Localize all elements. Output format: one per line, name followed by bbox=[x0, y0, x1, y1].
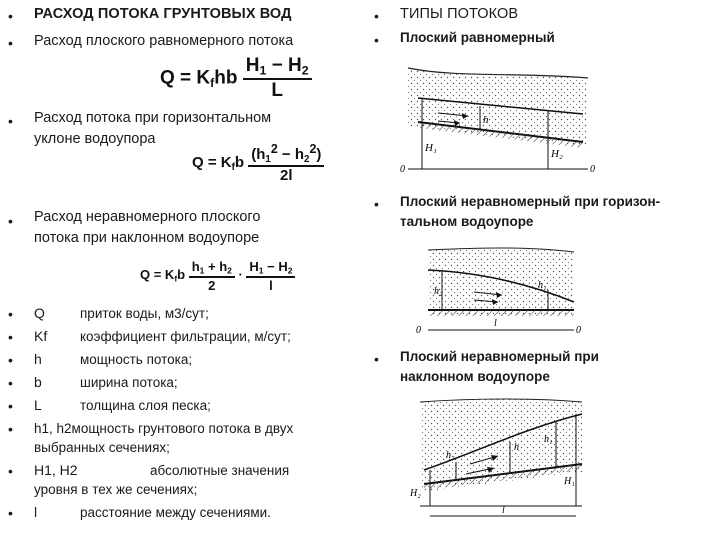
svg-text:H₁: H₁ bbox=[425, 142, 437, 154]
left-heading: РАСХОД ПОТОКА ГРУНТОВЫХ ВОД bbox=[34, 6, 292, 22]
definition-row bbox=[8, 304, 358, 327]
def-text: мощность потока; bbox=[80, 352, 193, 367]
def-text: коэффициент фильтрации, м/сут; bbox=[80, 329, 291, 344]
def-text: ширина потока; bbox=[80, 375, 178, 390]
definitions-list bbox=[8, 304, 358, 526]
item-sloped: Расход неравномерного плоского потока при наклонном водоупоре bbox=[34, 209, 261, 246]
horizontal-flow-diagram bbox=[414, 240, 584, 340]
bullet: • bbox=[8, 375, 13, 391]
bullet: • bbox=[8, 113, 13, 129]
def-text: толщина слоя песка; bbox=[80, 398, 211, 413]
def-symbol: H1, H2 bbox=[34, 462, 78, 478]
svg-text:h₂: h₂ bbox=[446, 450, 455, 461]
definition-row bbox=[8, 327, 358, 350]
def-symbol: L bbox=[34, 397, 42, 413]
svg-text:H₁: H₁ bbox=[564, 476, 575, 487]
def-text: расстояние между сечениями. bbox=[80, 505, 271, 520]
definition-row bbox=[8, 461, 358, 503]
bullet: • bbox=[8, 505, 13, 521]
def-symbol: b bbox=[34, 374, 42, 390]
def-symbol: l bbox=[34, 504, 38, 520]
uniform-flow-diagram bbox=[398, 58, 600, 178]
svg-text:h₁: h₁ bbox=[544, 434, 553, 445]
type-uniform-label: Плоский равномерный bbox=[400, 30, 555, 45]
bullet: • bbox=[8, 329, 13, 345]
bullet: • bbox=[374, 196, 379, 212]
bullet: • bbox=[8, 8, 13, 24]
def-symbol: Kf bbox=[34, 328, 48, 344]
bullet: • bbox=[374, 8, 379, 24]
svg-text:l: l bbox=[502, 505, 505, 516]
type-horizontal-label: Плоский неравномерный при горизон- тальном водоупоре bbox=[400, 194, 661, 229]
svg-text:h: h bbox=[483, 114, 489, 126]
item-horizontal: Расход потока при горизонтальном уклоне водоупора bbox=[34, 110, 272, 147]
def-text: уровня в тех же сечениях; bbox=[34, 482, 198, 497]
bullet: • bbox=[8, 398, 13, 414]
definition-row bbox=[8, 419, 358, 461]
type-sloped-label: Плоский неравномерный при наклонном водоупоре bbox=[400, 349, 599, 384]
def-text: h1, h2мощность грунтового потока в двух bbox=[34, 421, 294, 436]
formula-sloped: $Q = K_fb$ $\frac{h_1 + h_2}{2}$ · $\frac{H_1 - H_2}{l}$ bbox=[140, 259, 295, 293]
definition-row bbox=[8, 350, 358, 373]
svg-text:h₁: h₁ bbox=[538, 280, 547, 291]
sloped-flow-diagram bbox=[406, 392, 596, 524]
def-symbol: Q bbox=[34, 305, 45, 321]
item-uniform-flow: Расход плоского равномерного потока bbox=[34, 33, 294, 49]
bullet: • bbox=[8, 306, 13, 322]
bullet: • bbox=[8, 35, 13, 51]
svg-text:h: h bbox=[514, 442, 519, 453]
bullet: • bbox=[8, 352, 13, 368]
def-text: абсолютные значения bbox=[150, 463, 290, 478]
svg-text:h₂: h₂ bbox=[434, 286, 443, 297]
bullet: • bbox=[374, 351, 379, 367]
formula-horizontal: $Q = K_fb$ $\frac{(h_1^2 - h_2^2)}{2l}$ bbox=[192, 142, 324, 184]
definition-row bbox=[8, 396, 358, 419]
svg-text:0: 0 bbox=[416, 325, 421, 336]
definition-row bbox=[8, 503, 358, 526]
bullet: • bbox=[374, 32, 379, 48]
svg-text:0: 0 bbox=[590, 164, 595, 175]
svg-text:0: 0 bbox=[576, 325, 581, 336]
definition-row bbox=[8, 373, 358, 396]
def-symbol: h bbox=[34, 351, 42, 367]
bullet: • bbox=[8, 213, 13, 229]
svg-text:H₂: H₂ bbox=[551, 148, 563, 160]
svg-text:l: l bbox=[494, 318, 497, 329]
def-text: приток воды, м3/сут; bbox=[80, 306, 209, 321]
right-heading: ТИПЫ ПОТОКОВ bbox=[400, 6, 519, 22]
formula-uniform: $Q = K_fhb$ $\frac{H_1 - H_2}{L}$ bbox=[160, 55, 312, 102]
bullet: • bbox=[8, 421, 13, 437]
svg-text:0: 0 bbox=[400, 164, 405, 175]
def-text: выбранных сечениях; bbox=[34, 440, 170, 455]
svg-text:H₂: H₂ bbox=[410, 488, 421, 499]
bullet: • bbox=[8, 463, 13, 479]
